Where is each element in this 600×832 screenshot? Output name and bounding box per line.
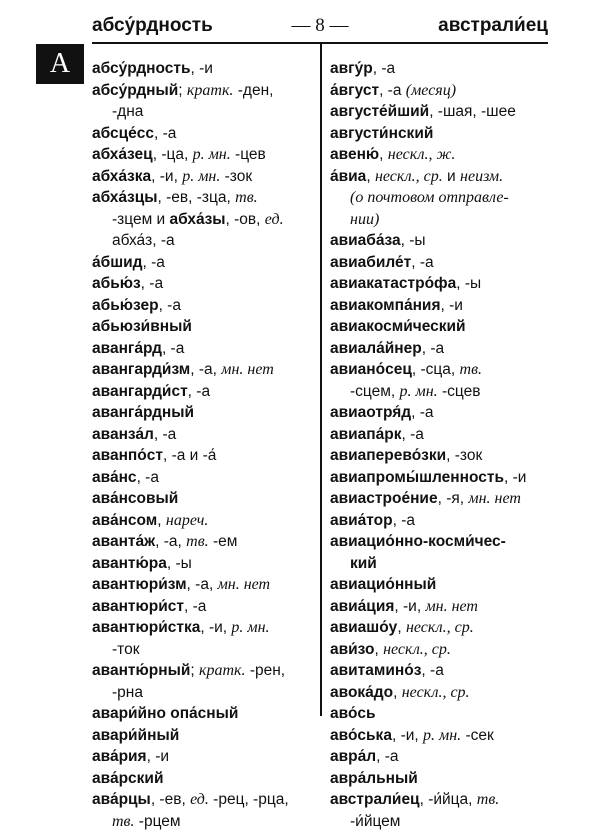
entry-continuation-line — [92, 209, 314, 231]
headword: авитамино́з — [330, 662, 421, 679]
inflection-text: , -и — [441, 297, 463, 314]
headword: авантюри́стка — [92, 619, 200, 636]
grammar-note: нареч. — [166, 512, 208, 529]
dictionary-entry — [92, 789, 314, 811]
dictionary-entry — [330, 144, 552, 166]
inflection-text: , -а — [137, 469, 159, 486]
inflection-text: , -а — [411, 254, 433, 271]
grammar-note: тв. — [460, 361, 483, 378]
headword: авантюри́ст — [92, 598, 184, 615]
dictionary-entry — [330, 58, 552, 80]
grammar-note: р. мн. — [182, 168, 220, 185]
dictionary-entry — [92, 80, 314, 102]
grammar-note: тв. — [235, 189, 258, 206]
inflection-text: , -и, — [392, 727, 423, 744]
letter-tab: А — [36, 44, 84, 84]
dictionary-entry — [92, 123, 314, 145]
headword: ава́нсом — [92, 512, 157, 529]
dictionary-entry — [92, 359, 314, 381]
headword: ава́нсовый — [92, 490, 178, 507]
headword: авиала́йнер — [330, 340, 422, 357]
headword: ава́нс — [92, 469, 137, 486]
dictionary-entry — [330, 359, 552, 381]
dictionary-entry — [330, 510, 552, 532]
inflection-text: , -а — [188, 383, 210, 400]
inflection-text: -цев — [231, 146, 266, 163]
grammar-note: нескл., ср. — [375, 168, 443, 185]
inflection-text: , -ов, — [226, 211, 265, 228]
headword: авиастрое́ние — [330, 490, 438, 507]
inflection-text: , — [157, 512, 166, 529]
inflection-text: , -и, — [151, 168, 182, 185]
headword: авари́йно опа́сный — [92, 705, 238, 722]
dictionary-entry — [92, 725, 314, 747]
grammar-note: ед. — [265, 211, 284, 228]
dictionary-entry — [330, 488, 552, 510]
inflection-text: -рен, — [246, 662, 286, 679]
headword: а́бшид — [92, 254, 142, 271]
dictionary-entry — [330, 101, 552, 123]
headword: абсу́рдный — [92, 82, 178, 99]
grammar-note: (месяц) — [406, 82, 456, 99]
inflection-text: и — [443, 168, 460, 185]
grammar-note: нии) — [350, 211, 379, 228]
dictionary-entry — [330, 639, 552, 661]
headword: авгу́р — [330, 60, 373, 77]
dictionary-entry — [330, 617, 552, 639]
dictionary-entry — [92, 467, 314, 489]
headword: аво́ська — [330, 727, 392, 744]
headword: авра́л — [330, 748, 376, 765]
inflection-text: , -и, — [394, 598, 425, 615]
grammar-note: р. мн. — [193, 146, 231, 163]
header-right-guide-word: австрали́ец — [438, 15, 548, 37]
dictionary-entry — [92, 660, 314, 682]
inflection-text: , -а, — [190, 361, 221, 378]
inflection-text: -сцем, — [350, 383, 400, 400]
headword: авиакомпа́ния — [330, 297, 441, 314]
headword: авангарди́зм — [92, 361, 190, 378]
grammar-note: нескл., ж. — [388, 146, 456, 163]
dictionary-entry — [92, 187, 314, 209]
entry-continuation-line — [92, 101, 314, 123]
dictionary-entry — [92, 553, 314, 575]
dictionary-entry — [330, 467, 552, 489]
headword: авиакосми́ческий — [330, 318, 466, 335]
inflection-text: , -ев, -зца, — [158, 189, 236, 206]
headword: абха́зка — [92, 168, 151, 185]
dictionary-entry — [330, 338, 552, 360]
headword: австрали́ец — [330, 791, 420, 808]
headword: абха́зы — [170, 211, 226, 228]
inflection-text: , -и́йца, — [420, 791, 477, 808]
inflection-text: -ден, — [233, 82, 273, 99]
inflection-text: , -а — [402, 426, 424, 443]
inflection-text: , -а — [393, 512, 415, 529]
inflection-text: -зцем и — [112, 211, 170, 228]
headword: августи́нский — [330, 125, 433, 142]
entry-continuation-line — [92, 811, 314, 832]
inflection-text: -дна — [112, 103, 143, 120]
headword: авеню́ — [330, 146, 379, 163]
dictionary-entry — [92, 58, 314, 80]
dictionary-entry — [92, 252, 314, 274]
inflection-text: , -ев, — [151, 791, 190, 808]
inflection-text: , — [393, 684, 402, 701]
headword: авиацио́нный — [330, 576, 436, 593]
headword: а́виа — [330, 168, 366, 185]
dictionary-entry — [330, 230, 552, 252]
dictionary-entry — [330, 703, 552, 725]
headword: абью́з — [92, 275, 141, 292]
grammar-note: р. мн. — [400, 383, 438, 400]
grammar-note: неизм. — [460, 168, 503, 185]
dictionary-entry — [92, 316, 314, 338]
inflection-text: , -а — [379, 82, 406, 99]
dictionary-entry — [92, 596, 314, 618]
inflection-text: -рна — [112, 684, 143, 701]
dictionary-entry — [330, 252, 552, 274]
grammar-note: тв. — [186, 533, 209, 550]
grammar-note: кратк. — [199, 662, 246, 679]
inflection-text: , -и, — [200, 619, 231, 636]
inflection-text: , -а — [142, 254, 164, 271]
inflection-text: , -а — [422, 340, 444, 357]
headword: кий — [350, 555, 377, 572]
entry-continuation-line — [92, 639, 314, 661]
dictionary-entry — [92, 768, 314, 790]
inflection-text: , -а, — [187, 576, 218, 593]
entry-continuation-line — [330, 187, 552, 209]
dictionary-entry — [92, 424, 314, 446]
entry-continuation-line — [92, 682, 314, 704]
inflection-text: , -сца, — [412, 361, 460, 378]
dictionary-entry — [330, 402, 552, 424]
grammar-note: ед. — [190, 791, 209, 808]
dictionary-entry — [330, 768, 552, 790]
dictionary-entry — [92, 144, 314, 166]
grammar-note: мн. нет — [425, 598, 478, 615]
dictionary-entry — [92, 746, 314, 768]
inflection-text: , -ы — [456, 275, 481, 292]
inflection-text: -рец, -рца, — [209, 791, 289, 808]
headword: абью́зер — [92, 297, 159, 314]
dictionary-entry — [330, 166, 552, 188]
headword: ава́рский — [92, 770, 163, 787]
inflection-text: -ем — [209, 533, 238, 550]
headword: авиашо́у — [330, 619, 397, 636]
inflection-text: , -и — [504, 469, 526, 486]
dictionary-entry — [330, 273, 552, 295]
dictionary-entry — [330, 789, 552, 811]
inflection-text: , -ца, — [153, 146, 193, 163]
dictionary-entry — [92, 402, 314, 424]
dictionary-entry — [330, 445, 552, 467]
dictionary-entry — [330, 574, 552, 596]
headword: авиа́ция — [330, 598, 394, 615]
inflection-text: , -шая, -шее — [429, 103, 516, 120]
headword: абсце́сс — [92, 125, 154, 142]
grammar-note: р. мн. — [231, 619, 269, 636]
dictionary-entry — [330, 80, 552, 102]
inflection-text: , — [379, 146, 388, 163]
dictionary-entry — [330, 295, 552, 317]
inflection-text: абха́з, -а — [112, 232, 175, 249]
grammar-note: мн. нет — [468, 490, 521, 507]
headword: аванпо́ст — [92, 447, 163, 464]
dictionary-entry — [330, 531, 552, 553]
inflection-text: , — [374, 641, 383, 658]
headword: ава́рия — [92, 748, 147, 765]
headword: аванга́рд — [92, 340, 162, 357]
inflection-text: -и́йцем — [350, 813, 400, 830]
grammar-note: нескл., ср. — [383, 641, 451, 658]
headword: авиапа́рк — [330, 426, 402, 443]
inflection-text: , -а — [421, 662, 443, 679]
headword: авантю́ра — [92, 555, 167, 572]
page-number: — 8 — — [92, 15, 548, 37]
grammar-note: мн. нет — [221, 361, 274, 378]
dictionary-entry — [330, 123, 552, 145]
dictionary-entry — [92, 488, 314, 510]
headword: авиаба́за — [330, 232, 401, 249]
headword: аванта́ж — [92, 533, 155, 550]
headword: авантюри́зм — [92, 576, 187, 593]
inflection-text: , -ы — [167, 555, 192, 572]
headword: авра́льный — [330, 770, 418, 787]
left-column — [92, 58, 314, 832]
headword: авиабиле́т — [330, 254, 411, 271]
dictionary-entry — [92, 166, 314, 188]
inflection-text: -рцем — [135, 813, 181, 830]
header-left-guide-word: абсу́рдность — [92, 15, 213, 37]
headword: абсу́рдность — [92, 60, 191, 77]
dictionary-entry — [330, 682, 552, 704]
entry-continuation-line — [330, 209, 552, 231]
headword: авока́до — [330, 684, 393, 701]
headword: абха́зцы — [92, 189, 158, 206]
inflection-text: -сцев — [438, 383, 481, 400]
inflection-text: , -и — [191, 60, 213, 77]
dictionary-entry — [92, 273, 314, 295]
headword: аванга́рдный — [92, 404, 194, 421]
headword: аванза́л — [92, 426, 154, 443]
grammar-note: (о почтовом отправле- — [350, 189, 509, 206]
entry-continuation-line — [330, 811, 552, 832]
inflection-text: , -а — [159, 297, 181, 314]
headword: авиаперево́зки — [330, 447, 446, 464]
headword: ава́рцы — [92, 791, 151, 808]
grammar-note: р. мн. — [423, 727, 461, 744]
dictionary-entry — [92, 338, 314, 360]
dictionary-entry — [92, 510, 314, 532]
grammar-note: тв. — [112, 813, 135, 830]
entry-continuation-line — [330, 553, 552, 575]
inflection-text: , -а — [411, 404, 433, 421]
entry-continuation-line — [92, 230, 314, 252]
inflection-text: , — [366, 168, 375, 185]
dictionary-entry — [92, 574, 314, 596]
inflection-text: , -ы — [401, 232, 426, 249]
dictionary-entry — [330, 596, 552, 618]
headword: абха́зец — [92, 146, 153, 163]
right-column — [330, 58, 552, 832]
headword: августе́йший — [330, 103, 429, 120]
grammar-note: нескл., ср. — [406, 619, 474, 636]
headword: авиакатастро́фа — [330, 275, 456, 292]
inflection-text: , -а — [154, 125, 176, 142]
headword: а́вгуст — [330, 82, 379, 99]
inflection-text: -зок — [220, 168, 252, 185]
grammar-note: нескл., ср. — [402, 684, 470, 701]
dictionary-entry — [92, 617, 314, 639]
inflection-text: , -а — [184, 598, 206, 615]
headword: авари́йный — [92, 727, 179, 744]
headword: авиа́тор — [330, 512, 393, 529]
headword: авиапромы́шленность — [330, 469, 504, 486]
inflection-text: ; — [190, 662, 199, 679]
headword: авиацио́нно-косми́чес- — [330, 533, 506, 550]
grammar-note: тв. — [477, 791, 500, 808]
inflection-text: , -зок — [446, 447, 482, 464]
inflection-text: , -а и -а́ — [163, 447, 216, 464]
grammar-note: мн. нет — [218, 576, 271, 593]
dictionary-entry — [92, 703, 314, 725]
headword: аво́сь — [330, 705, 376, 722]
inflection-text: , -а — [373, 60, 395, 77]
dictionary-entry — [92, 381, 314, 403]
inflection-text: , -а — [141, 275, 163, 292]
inflection-text: , -и — [147, 748, 169, 765]
inflection-text: , -а — [154, 426, 176, 443]
entry-continuation-line — [330, 381, 552, 403]
dictionary-entry — [330, 746, 552, 768]
inflection-text: -сек — [461, 727, 494, 744]
dictionary-entry — [92, 295, 314, 317]
headword: авиано́сец — [330, 361, 412, 378]
inflection-text: -ток — [112, 641, 140, 658]
inflection-text: ; — [178, 82, 187, 99]
inflection-text: , — [397, 619, 406, 636]
dictionary-entry — [330, 660, 552, 682]
headword: ави́зо — [330, 641, 374, 658]
inflection-text: , -а — [376, 748, 398, 765]
grammar-note: кратк. — [187, 82, 234, 99]
inflection-text: , -я, — [438, 490, 469, 507]
column-divider — [320, 44, 322, 716]
headword: авангарди́ст — [92, 383, 188, 400]
inflection-text: , -а, — [155, 533, 186, 550]
headword: авантю́рный — [92, 662, 190, 679]
headword: абьюзи́вный — [92, 318, 192, 335]
page-header — [92, 12, 548, 44]
dictionary-entry — [330, 424, 552, 446]
dictionary-entry — [92, 445, 314, 467]
inflection-text: , -а — [162, 340, 184, 357]
headword: авиаотря́д — [330, 404, 411, 421]
dictionary-entry — [330, 725, 552, 747]
dictionary-entry — [92, 531, 314, 553]
dictionary-entry — [330, 316, 552, 338]
